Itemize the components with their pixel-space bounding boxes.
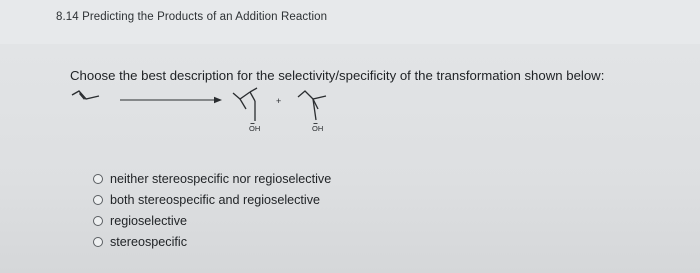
choice-label: both stereospecific and regioselective (110, 192, 321, 207)
choice-regioselective[interactable] (93, 210, 331, 231)
choice-stereospecific[interactable] (93, 231, 331, 252)
choice-neither[interactable] (93, 168, 331, 189)
choice-label: regioselective (110, 213, 188, 228)
reaction-scheme (62, 86, 362, 146)
choice-label: neither stereospecific nor regioselective (110, 171, 332, 186)
product-1-oh-label: OH (249, 124, 261, 133)
choice-both[interactable] (93, 189, 331, 210)
reactant-alkene (72, 91, 99, 99)
page-title: 8.14 Predicting the Products of an Addition Reaction (56, 11, 328, 23)
answer-choices (93, 168, 331, 252)
page-header (0, 0, 700, 45)
radio-button[interactable] (93, 237, 103, 247)
plus-sign: + (276, 96, 282, 106)
product-2-oh-label: OH (312, 124, 324, 133)
reaction-arrow (120, 97, 222, 103)
radio-button[interactable] (93, 174, 103, 184)
radio-button[interactable] (93, 216, 103, 226)
reaction-svg (62, 86, 362, 146)
choice-label: stereospecific (110, 234, 187, 249)
radio-button[interactable] (93, 195, 103, 205)
product-alcohol-2 (298, 91, 326, 120)
question-prompt: Choose the best description for the selectivity/specificity of the transformation shown below: (70, 68, 605, 83)
product-alcohol-1 (233, 88, 257, 121)
